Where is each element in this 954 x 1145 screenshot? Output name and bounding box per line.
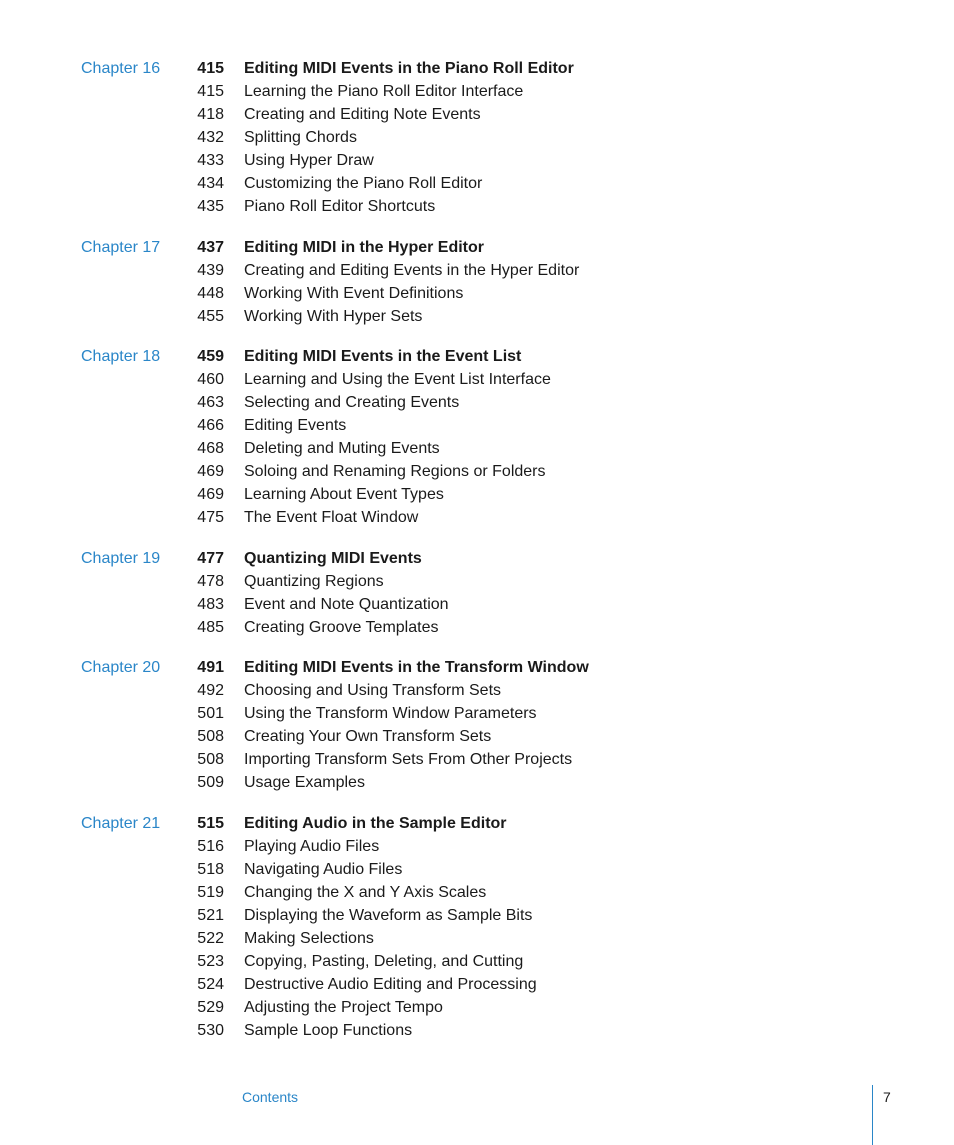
entry-page-number: 529 xyxy=(197,998,224,1016)
toc-entry[interactable] xyxy=(0,679,954,702)
chapter-title-entry[interactable] xyxy=(0,345,954,368)
entry-page-number: 463 xyxy=(197,394,224,411)
entry-page-number: 478 xyxy=(197,572,224,590)
toc-entry[interactable] xyxy=(0,904,954,927)
toc-entry[interactable] xyxy=(0,835,954,858)
toc-entry[interactable] xyxy=(0,570,954,593)
chapter-label[interactable]: Chapter 16 xyxy=(81,60,161,77)
entry-title: Learning and Using the Event List Interface xyxy=(244,371,551,388)
entry-page-number: 448 xyxy=(197,284,224,302)
entry-page-number: 460 xyxy=(197,371,224,388)
toc-chapter xyxy=(0,812,954,1042)
entry-page-number: 522 xyxy=(197,929,224,947)
toc-chapter xyxy=(0,547,954,639)
toc-entry[interactable] xyxy=(0,927,954,950)
entry-page-number: 524 xyxy=(197,975,224,993)
entry-page-number: 459 xyxy=(197,348,224,365)
entry-title: Adjusting the Project Tempo xyxy=(244,998,443,1016)
toc-entry[interactable] xyxy=(0,368,954,391)
entry-title: Working With Hyper Sets xyxy=(244,307,423,325)
toc-entry[interactable] xyxy=(0,593,954,616)
toc-chapter xyxy=(0,236,954,328)
entry-title: Editing Events xyxy=(244,417,347,434)
entry-title: Editing Audio in the Sample Editor xyxy=(244,814,507,832)
entry-title: Using Hyper Draw xyxy=(244,152,374,169)
toc-entry[interactable] xyxy=(0,881,954,904)
table-of-contents xyxy=(0,57,954,1059)
entry-page-number: 521 xyxy=(197,906,224,924)
chapter-label[interactable]: Chapter 19 xyxy=(81,549,161,567)
entry-page-number: 418 xyxy=(197,106,224,123)
toc-entry[interactable] xyxy=(0,172,954,195)
footer-divider xyxy=(872,1085,873,1145)
toc-entry[interactable] xyxy=(0,414,954,437)
entry-title: Splitting Chords xyxy=(244,129,357,146)
entry-page-number: 530 xyxy=(197,1021,224,1039)
entry-title: Changing the X and Y Axis Scales xyxy=(244,883,487,901)
entry-page-number: 519 xyxy=(197,883,224,901)
entry-page-number: 432 xyxy=(197,129,224,146)
chapter-label[interactable]: Chapter 20 xyxy=(81,659,161,676)
entry-title: Learning the Piano Roll Editor Interface xyxy=(244,83,524,100)
page-number: 7 xyxy=(883,1089,891,1105)
toc-entry[interactable] xyxy=(0,1019,954,1042)
entry-page-number: 483 xyxy=(197,595,224,613)
chapter-label[interactable]: Chapter 21 xyxy=(81,814,161,832)
entry-title: Customizing the Piano Roll Editor xyxy=(244,175,483,192)
entry-page-number: 501 xyxy=(197,705,224,722)
toc-entry[interactable] xyxy=(0,483,954,506)
entry-page-number: 415 xyxy=(197,60,224,77)
entry-title: Making Selections xyxy=(244,929,374,947)
entry-title: Destructive Audio Editing and Processing xyxy=(244,975,537,993)
entry-page-number: 468 xyxy=(197,440,224,457)
entry-title: Quantizing MIDI Events xyxy=(244,549,422,567)
entry-title: Sample Loop Functions xyxy=(244,1021,413,1039)
entry-page-number: 439 xyxy=(197,261,224,279)
chapter-title-entry[interactable] xyxy=(0,57,954,80)
entry-title: Selecting and Creating Events xyxy=(244,394,460,411)
entry-page-number: 508 xyxy=(197,751,224,768)
entry-title: Quantizing Regions xyxy=(244,572,384,590)
entry-page-number: 435 xyxy=(197,198,224,215)
entry-title: Displaying the Waveform as Sample Bits xyxy=(244,906,533,924)
entry-title: Creating Your Own Transform Sets xyxy=(244,728,492,745)
entry-page-number: 509 xyxy=(197,774,224,791)
entry-page-number: 518 xyxy=(197,860,224,878)
entry-title: Importing Transform Sets From Other Projects xyxy=(244,751,573,768)
entry-page-number: 516 xyxy=(197,837,224,855)
entry-title: Editing MIDI in the Hyper Editor xyxy=(244,238,484,256)
toc-entry[interactable] xyxy=(0,996,954,1019)
entry-page-number: 469 xyxy=(197,486,224,503)
toc-entry[interactable] xyxy=(0,506,954,529)
entry-page-number: 491 xyxy=(197,659,224,676)
toc-entry[interactable] xyxy=(0,103,954,126)
entry-title: Learning About Event Types xyxy=(244,486,444,503)
entry-title: Piano Roll Editor Shortcuts xyxy=(244,198,436,215)
entry-title: The Event Float Window xyxy=(244,509,419,526)
entry-title: Editing MIDI Events in the Piano Roll Editor xyxy=(244,60,574,77)
entry-title: Soloing and Renaming Regions or Folders xyxy=(244,463,546,480)
toc-entry[interactable] xyxy=(0,460,954,483)
toc-entry[interactable] xyxy=(0,616,954,639)
entry-page-number: 515 xyxy=(197,814,224,832)
entry-page-number: 415 xyxy=(197,83,224,100)
entry-page-number: 469 xyxy=(197,463,224,480)
entry-title: Creating and Editing Note Events xyxy=(244,106,481,123)
entry-page-number: 466 xyxy=(197,417,224,434)
entry-title: Editing MIDI Events in the Transform Window xyxy=(244,659,589,676)
entry-page-number: 485 xyxy=(197,618,224,636)
toc-entry[interactable] xyxy=(0,259,954,282)
toc-entry[interactable] xyxy=(0,305,954,328)
entry-title: Usage Examples xyxy=(244,774,365,791)
toc-chapter xyxy=(0,345,954,529)
entry-page-number: 434 xyxy=(197,175,224,192)
entry-page-number: 475 xyxy=(197,509,224,526)
entry-page-number: 523 xyxy=(197,952,224,970)
toc-entry[interactable] xyxy=(0,858,954,881)
toc-entry[interactable] xyxy=(0,725,954,748)
footer-section-label: Contents xyxy=(242,1089,299,1105)
toc-entry[interactable] xyxy=(0,437,954,460)
toc-entry[interactable] xyxy=(0,973,954,996)
toc-entry[interactable] xyxy=(0,391,954,414)
entry-page-number: 508 xyxy=(197,728,224,745)
entry-title: Editing MIDI Events in the Event List xyxy=(244,348,522,365)
toc-entry[interactable] xyxy=(0,702,954,725)
chapter-title-entry[interactable] xyxy=(0,656,954,679)
chapter-title-entry[interactable] xyxy=(0,812,954,835)
entry-title: Navigating Audio Files xyxy=(244,860,403,878)
toc-entry[interactable] xyxy=(0,195,954,218)
entry-page-number: 437 xyxy=(197,238,224,256)
chapter-title-entry[interactable] xyxy=(0,547,954,570)
entry-title: Playing Audio Files xyxy=(244,837,380,855)
entry-page-number: 492 xyxy=(197,682,224,699)
toc-entry[interactable] xyxy=(0,771,954,794)
toc-entry[interactable] xyxy=(0,149,954,172)
toc-chapter xyxy=(0,656,954,794)
entry-title: Working With Event Definitions xyxy=(244,284,464,302)
toc-entry[interactable] xyxy=(0,950,954,973)
entry-title: Choosing and Using Transform Sets xyxy=(244,682,502,699)
toc-entry[interactable] xyxy=(0,126,954,149)
entry-title: Copying, Pasting, Deleting, and Cutting xyxy=(244,952,524,970)
entry-title: Using the Transform Window Parameters xyxy=(244,705,537,722)
entry-page-number: 433 xyxy=(197,152,224,169)
toc-entry[interactable] xyxy=(0,80,954,103)
entry-title: Deleting and Muting Events xyxy=(244,440,440,457)
toc-chapter xyxy=(0,57,954,218)
toc-entry[interactable] xyxy=(0,282,954,305)
entry-title: Creating Groove Templates xyxy=(244,618,439,636)
chapter-title-entry[interactable] xyxy=(0,236,954,259)
entry-title: Creating and Editing Events in the Hyper Editor xyxy=(244,261,580,279)
entry-page-number: 477 xyxy=(197,549,224,567)
chapter-label[interactable]: Chapter 17 xyxy=(81,238,161,256)
entry-page-number: 455 xyxy=(197,307,224,325)
toc-entry[interactable] xyxy=(0,748,954,771)
chapter-label[interactable]: Chapter 18 xyxy=(81,348,161,365)
entry-title: Event and Note Quantization xyxy=(244,595,449,613)
